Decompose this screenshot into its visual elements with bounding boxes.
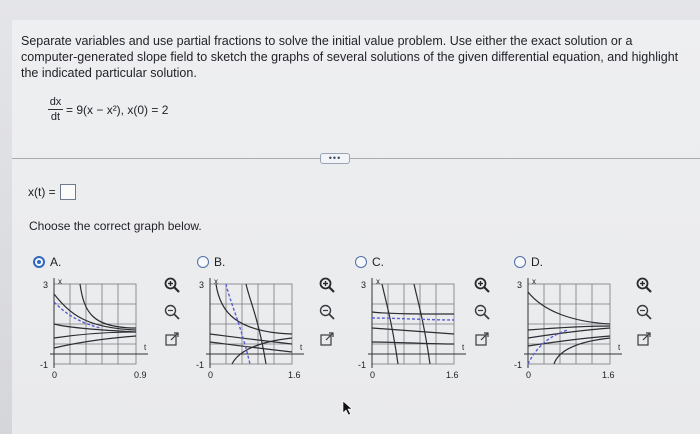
zoom-out-icon[interactable] bbox=[473, 303, 491, 321]
graph-a-xmin: 0 bbox=[52, 370, 58, 380]
option-c-radio[interactable] bbox=[355, 256, 367, 268]
derivative-fraction bbox=[48, 96, 63, 123]
option-d-label: D. bbox=[531, 255, 543, 269]
graph-a-yaxis-label: x bbox=[58, 277, 62, 286]
graph-b-grid bbox=[210, 284, 292, 364]
graph-a-curves bbox=[54, 284, 136, 348]
question-text: Separate variables and use partial fractions to solve the initial value problem. Use either the exact solution or a computer-generated slope field to sketch the graphs of several solutions of the given differential equation, and highlight the indicated particular solution. bbox=[21, 34, 679, 80]
graph-a bbox=[40, 272, 158, 384]
option-a[interactable] bbox=[33, 255, 61, 269]
graph-b bbox=[196, 272, 314, 384]
ode-equation bbox=[48, 96, 168, 123]
graph-b-yaxis-label: x bbox=[214, 277, 218, 286]
zoom-out-icon[interactable] bbox=[163, 303, 181, 321]
graph-b-ymin: -1 bbox=[196, 360, 205, 370]
popout-icon[interactable] bbox=[473, 330, 491, 348]
fraction-numerator: dx bbox=[49, 96, 62, 108]
zoom-in-icon[interactable] bbox=[635, 276, 653, 294]
option-c-label: C. bbox=[372, 255, 384, 269]
graph-b-xaxis-label: t bbox=[300, 343, 303, 352]
graph-d-ymin: -1 bbox=[514, 360, 523, 370]
graph-d-yaxis-label: x bbox=[532, 277, 536, 286]
answer-label: x(t) = bbox=[28, 185, 56, 199]
choose-instruction: Choose the correct graph below. bbox=[29, 219, 202, 233]
expand-more-button[interactable]: ••• bbox=[320, 153, 350, 164]
option-d-radio[interactable] bbox=[514, 256, 526, 268]
popout-icon[interactable] bbox=[163, 330, 181, 348]
graph-d bbox=[514, 272, 632, 384]
zoom-in-icon[interactable] bbox=[163, 276, 181, 294]
graph-b-ymax: 3 bbox=[199, 280, 205, 290]
option-b-radio[interactable] bbox=[197, 256, 209, 268]
zoom-out-icon[interactable] bbox=[635, 303, 653, 321]
option-c[interactable] bbox=[355, 255, 384, 269]
graph-b-tools bbox=[318, 276, 336, 357]
graph-d-grid bbox=[528, 284, 610, 364]
graph-d-xmin: 0 bbox=[526, 370, 532, 380]
graph-a-ymin: -1 bbox=[40, 360, 49, 370]
graph-c-xmax: 1.6 bbox=[446, 370, 459, 380]
popout-icon[interactable] bbox=[318, 330, 336, 348]
option-a-label: A. bbox=[50, 255, 62, 269]
graph-a-tools bbox=[163, 276, 181, 357]
zoom-in-icon[interactable] bbox=[473, 276, 491, 294]
graph-c-yaxis-label: x bbox=[376, 277, 380, 286]
graph-d-ymax: 3 bbox=[517, 280, 523, 290]
mouse-cursor-icon bbox=[342, 400, 354, 416]
graph-d-xmax: 1.6 bbox=[602, 370, 615, 380]
graph-d-tools bbox=[635, 276, 653, 357]
answer-input-box[interactable] bbox=[60, 184, 76, 200]
ode-right-side: = 9(x − x²), x(0) = 2 bbox=[66, 102, 169, 117]
option-b-label: B. bbox=[214, 255, 226, 269]
option-a-radio[interactable] bbox=[33, 256, 45, 268]
fraction-denominator: dt bbox=[50, 111, 61, 123]
answer-row bbox=[28, 184, 76, 200]
graph-d-xaxis-label: t bbox=[618, 343, 621, 352]
graph-c-highlight bbox=[372, 318, 454, 320]
fraction-bar bbox=[48, 109, 63, 110]
graph-c-tools bbox=[473, 276, 491, 357]
zoom-in-icon[interactable] bbox=[318, 276, 336, 294]
option-d[interactable] bbox=[514, 255, 543, 269]
graph-c-xmin: 0 bbox=[370, 370, 376, 380]
popout-icon[interactable] bbox=[635, 330, 653, 348]
graph-b-xmin: 0 bbox=[208, 370, 214, 380]
graph-c-ymin: -1 bbox=[358, 360, 367, 370]
graph-c-ymax: 3 bbox=[361, 280, 367, 290]
graph-d-curves bbox=[528, 292, 610, 364]
graph-a-xaxis-label: t bbox=[144, 343, 147, 352]
graph-a-xmax: 0.9 bbox=[134, 370, 147, 380]
graph-c bbox=[358, 272, 476, 384]
zoom-out-icon[interactable] bbox=[318, 303, 336, 321]
graph-c-xaxis-label: t bbox=[462, 343, 465, 352]
graph-a-ymax: 3 bbox=[43, 280, 49, 290]
section-divider bbox=[12, 158, 700, 159]
option-b[interactable] bbox=[197, 255, 225, 269]
graph-b-xmax: 1.6 bbox=[288, 370, 301, 380]
